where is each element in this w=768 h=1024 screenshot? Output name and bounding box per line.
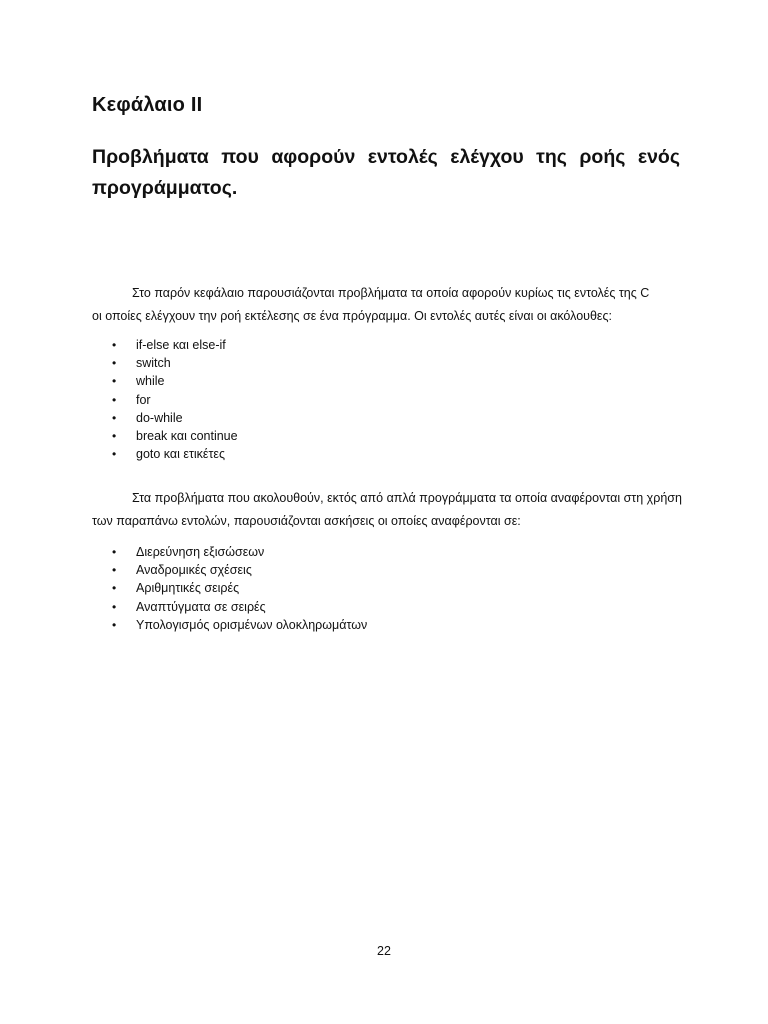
bullet-icon: • — [112, 392, 117, 407]
list-item — [92, 354, 238, 372]
list-item — [92, 372, 238, 390]
problems-paragraph-line-1: Στα προβλήματα που ακολουθούν, εκτός από απλά προγράμματα τα οποία αναφέρονται στη χρήση — [132, 491, 682, 505]
bullet-icon: • — [112, 447, 117, 462]
list-item — [92, 616, 367, 634]
problems-paragraph-line-2: των παραπάνω εντολών, παρουσιάζονται ασκήσεις οι οποίες αναφέρονται σε: — [92, 514, 521, 528]
list-item — [92, 561, 367, 579]
list-item-text: Διερεύνηση εξισώσεων — [136, 545, 265, 559]
bullet-icon: • — [112, 429, 117, 444]
intro-paragraph — [92, 282, 680, 328]
list-item-text: Αριθμητικές σειρές — [136, 581, 240, 596]
list-item-text: break και continue — [136, 429, 238, 444]
list-item — [92, 427, 238, 445]
bullet-icon: • — [112, 563, 117, 578]
bullet-icon: • — [112, 617, 117, 632]
bullet-icon: • — [112, 599, 117, 614]
list-item — [92, 336, 238, 354]
list-item — [92, 579, 367, 597]
list-item-text: if-else και else-if — [136, 338, 226, 352]
list-item-text: Αναδρομικές σχέσεις — [136, 563, 252, 578]
chapter-label: Κεφάλαιο ΙΙ — [92, 94, 203, 116]
intro-paragraph-line-2: οι οποίες ελέγχουν την ροή εκτέλεσης σε ένα πρόγραμμα. Οι εντολές αυτές είναι οι ακόλουθες: — [92, 309, 613, 323]
bullet-icon: • — [112, 356, 117, 371]
list-item-text: do-while — [136, 410, 183, 425]
statements-list — [92, 336, 238, 463]
bullet-icon: • — [112, 581, 117, 596]
list-item — [92, 445, 238, 463]
bullet-icon: • — [112, 374, 117, 389]
list-item-text: Αναπτύγματα σε σειρές — [136, 599, 266, 614]
list-item — [92, 598, 367, 616]
intro-paragraph-line-1: Στο παρόν κεφάλαιο παρουσιάζονται προβλήματα τα οποία αφορούν κυρίως τις εντολές της C — [132, 286, 650, 300]
list-item-text: goto και ετικέτες — [136, 447, 226, 462]
chapter-title: Προβλήματα που αφορούν εντολές ελέγχου της ροής ενός προγράμματος. — [92, 146, 680, 199]
bullet-icon: • — [112, 410, 117, 425]
list-item-text: while — [136, 374, 165, 389]
list-item-text: for — [136, 392, 151, 407]
list-item — [92, 409, 238, 427]
bullet-icon: • — [112, 545, 117, 559]
list-item — [92, 391, 238, 409]
bullet-icon: • — [112, 338, 117, 352]
list-item-text: switch — [136, 356, 171, 371]
topics-list — [92, 543, 367, 634]
page-number: 22 — [377, 944, 391, 958]
problems-paragraph — [92, 487, 680, 533]
list-item — [92, 543, 367, 561]
list-item-text: Υπολογισμός ορισμένων ολοκληρωμάτων — [136, 617, 368, 632]
